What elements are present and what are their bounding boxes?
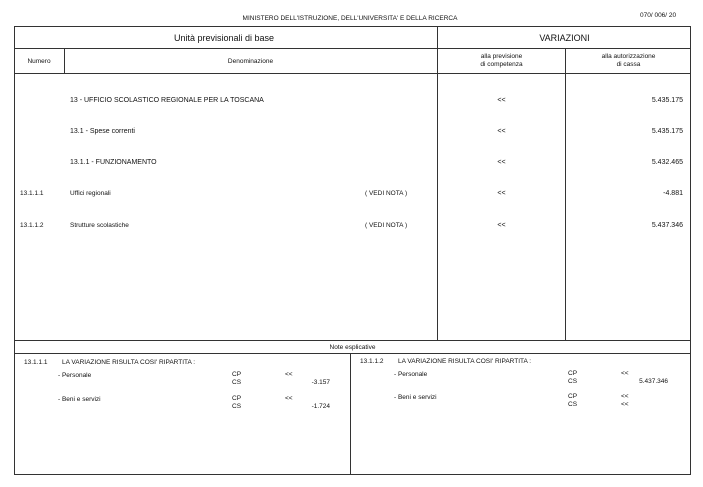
- note-left-item-1-cs-val: -3.157: [311, 379, 330, 386]
- row-2-cassa: 5.435.175: [651, 128, 683, 135]
- row-1-competenza: <<: [497, 97, 506, 104]
- row-4-denominazione: Uffici regionali: [70, 190, 111, 197]
- note-left-item-2-cp-val: <<: [285, 395, 293, 402]
- note-right-item-1-cp-val: <<: [621, 370, 629, 377]
- row-4-cassa: -4.881: [663, 190, 683, 197]
- note-left-item-2-cp: CP: [232, 395, 242, 402]
- row-1-denominazione: 13 - UFFICIO SCOLASTICO REGIONALE PER LA TOSCANA: [70, 97, 264, 104]
- note-left-item-2-label: - Beni e servizi: [58, 396, 101, 403]
- row-5-denominazione: Strutture scolastiche: [70, 222, 129, 229]
- row-4-nota: ( VEDI NOTA ): [365, 190, 408, 197]
- note-left-heading: LA VARIAZIONE RISULTA COSI' RIPARTITA :: [62, 359, 196, 366]
- row-5-competenza: <<: [497, 222, 506, 229]
- row-3-competenza: <<: [497, 159, 506, 166]
- ministry-title: MINISTERO DELL'ISTRUZIONE, DELL'UNIVERSITA' E DELLA RICERCA: [242, 15, 458, 22]
- note-left-item-1-label: - Personale: [58, 372, 92, 379]
- row-4-competenza: <<: [497, 190, 506, 197]
- note-right-item-2-cs-val: <<: [621, 401, 629, 408]
- row-5-nota: ( VEDI NOTA ): [365, 222, 408, 229]
- row-5-cassa: 5.437.346: [651, 222, 683, 229]
- note-left-item-2-cs: CS: [232, 403, 242, 410]
- col-numero-header: Numero: [27, 58, 51, 65]
- note-right-item-2-cp: CP: [568, 393, 578, 400]
- note-left-numero: 13.1.1.1: [24, 359, 48, 366]
- note-right-item-1-label: - Personale: [394, 371, 428, 378]
- row-2-denominazione: 13.1 - Spese correnti: [70, 128, 135, 135]
- note-right-heading: LA VARIAZIONE RISULTA COSI' RIPARTITA :: [398, 358, 532, 365]
- row-3-cassa: 5.432.465: [651, 159, 683, 166]
- row-3-denominazione: 13.1.1 - FUNZIONAMENTO: [70, 159, 157, 166]
- note-right-item-1-cp: CP: [568, 370, 578, 377]
- row-2-competenza: <<: [497, 128, 506, 135]
- note-right-numero: 13.1.1.2: [360, 358, 384, 365]
- note-right-item-1-cs: CS: [568, 378, 578, 385]
- col-competenza-header: alla previsione di competenza: [480, 53, 523, 68]
- note-left-item-2-cs-val: -1.724: [311, 403, 330, 410]
- note-right-item-2-cs: CS: [568, 401, 578, 408]
- row-1-cassa: 5.435.175: [651, 97, 683, 104]
- title-variazioni: VARIAZIONI: [539, 33, 590, 43]
- title-unita: Unità previsionali di base: [173, 33, 275, 43]
- note-right-item-2-label: - Beni e servizi: [394, 394, 437, 401]
- note-right-item-2-cp-val: <<: [621, 393, 629, 400]
- note-left-item-1-cs: CS: [232, 379, 242, 386]
- note-left-item-1-cp-val: <<: [285, 371, 293, 378]
- col-cassa-header: alla autorizzazione di cassa: [601, 53, 656, 68]
- note-left-item-1-cp: CP: [232, 371, 242, 378]
- page-code: 070/ 006/ 20: [640, 12, 677, 19]
- col-denominazione-header: Denominazione: [227, 58, 274, 65]
- row-4-numero: 13.1.1.1: [20, 190, 44, 197]
- note-right-item-1-cs-val: 5.437.346: [639, 378, 668, 385]
- notes-title: Note esplicative: [329, 344, 376, 351]
- row-5-numero: 13.1.1.2: [20, 222, 44, 229]
